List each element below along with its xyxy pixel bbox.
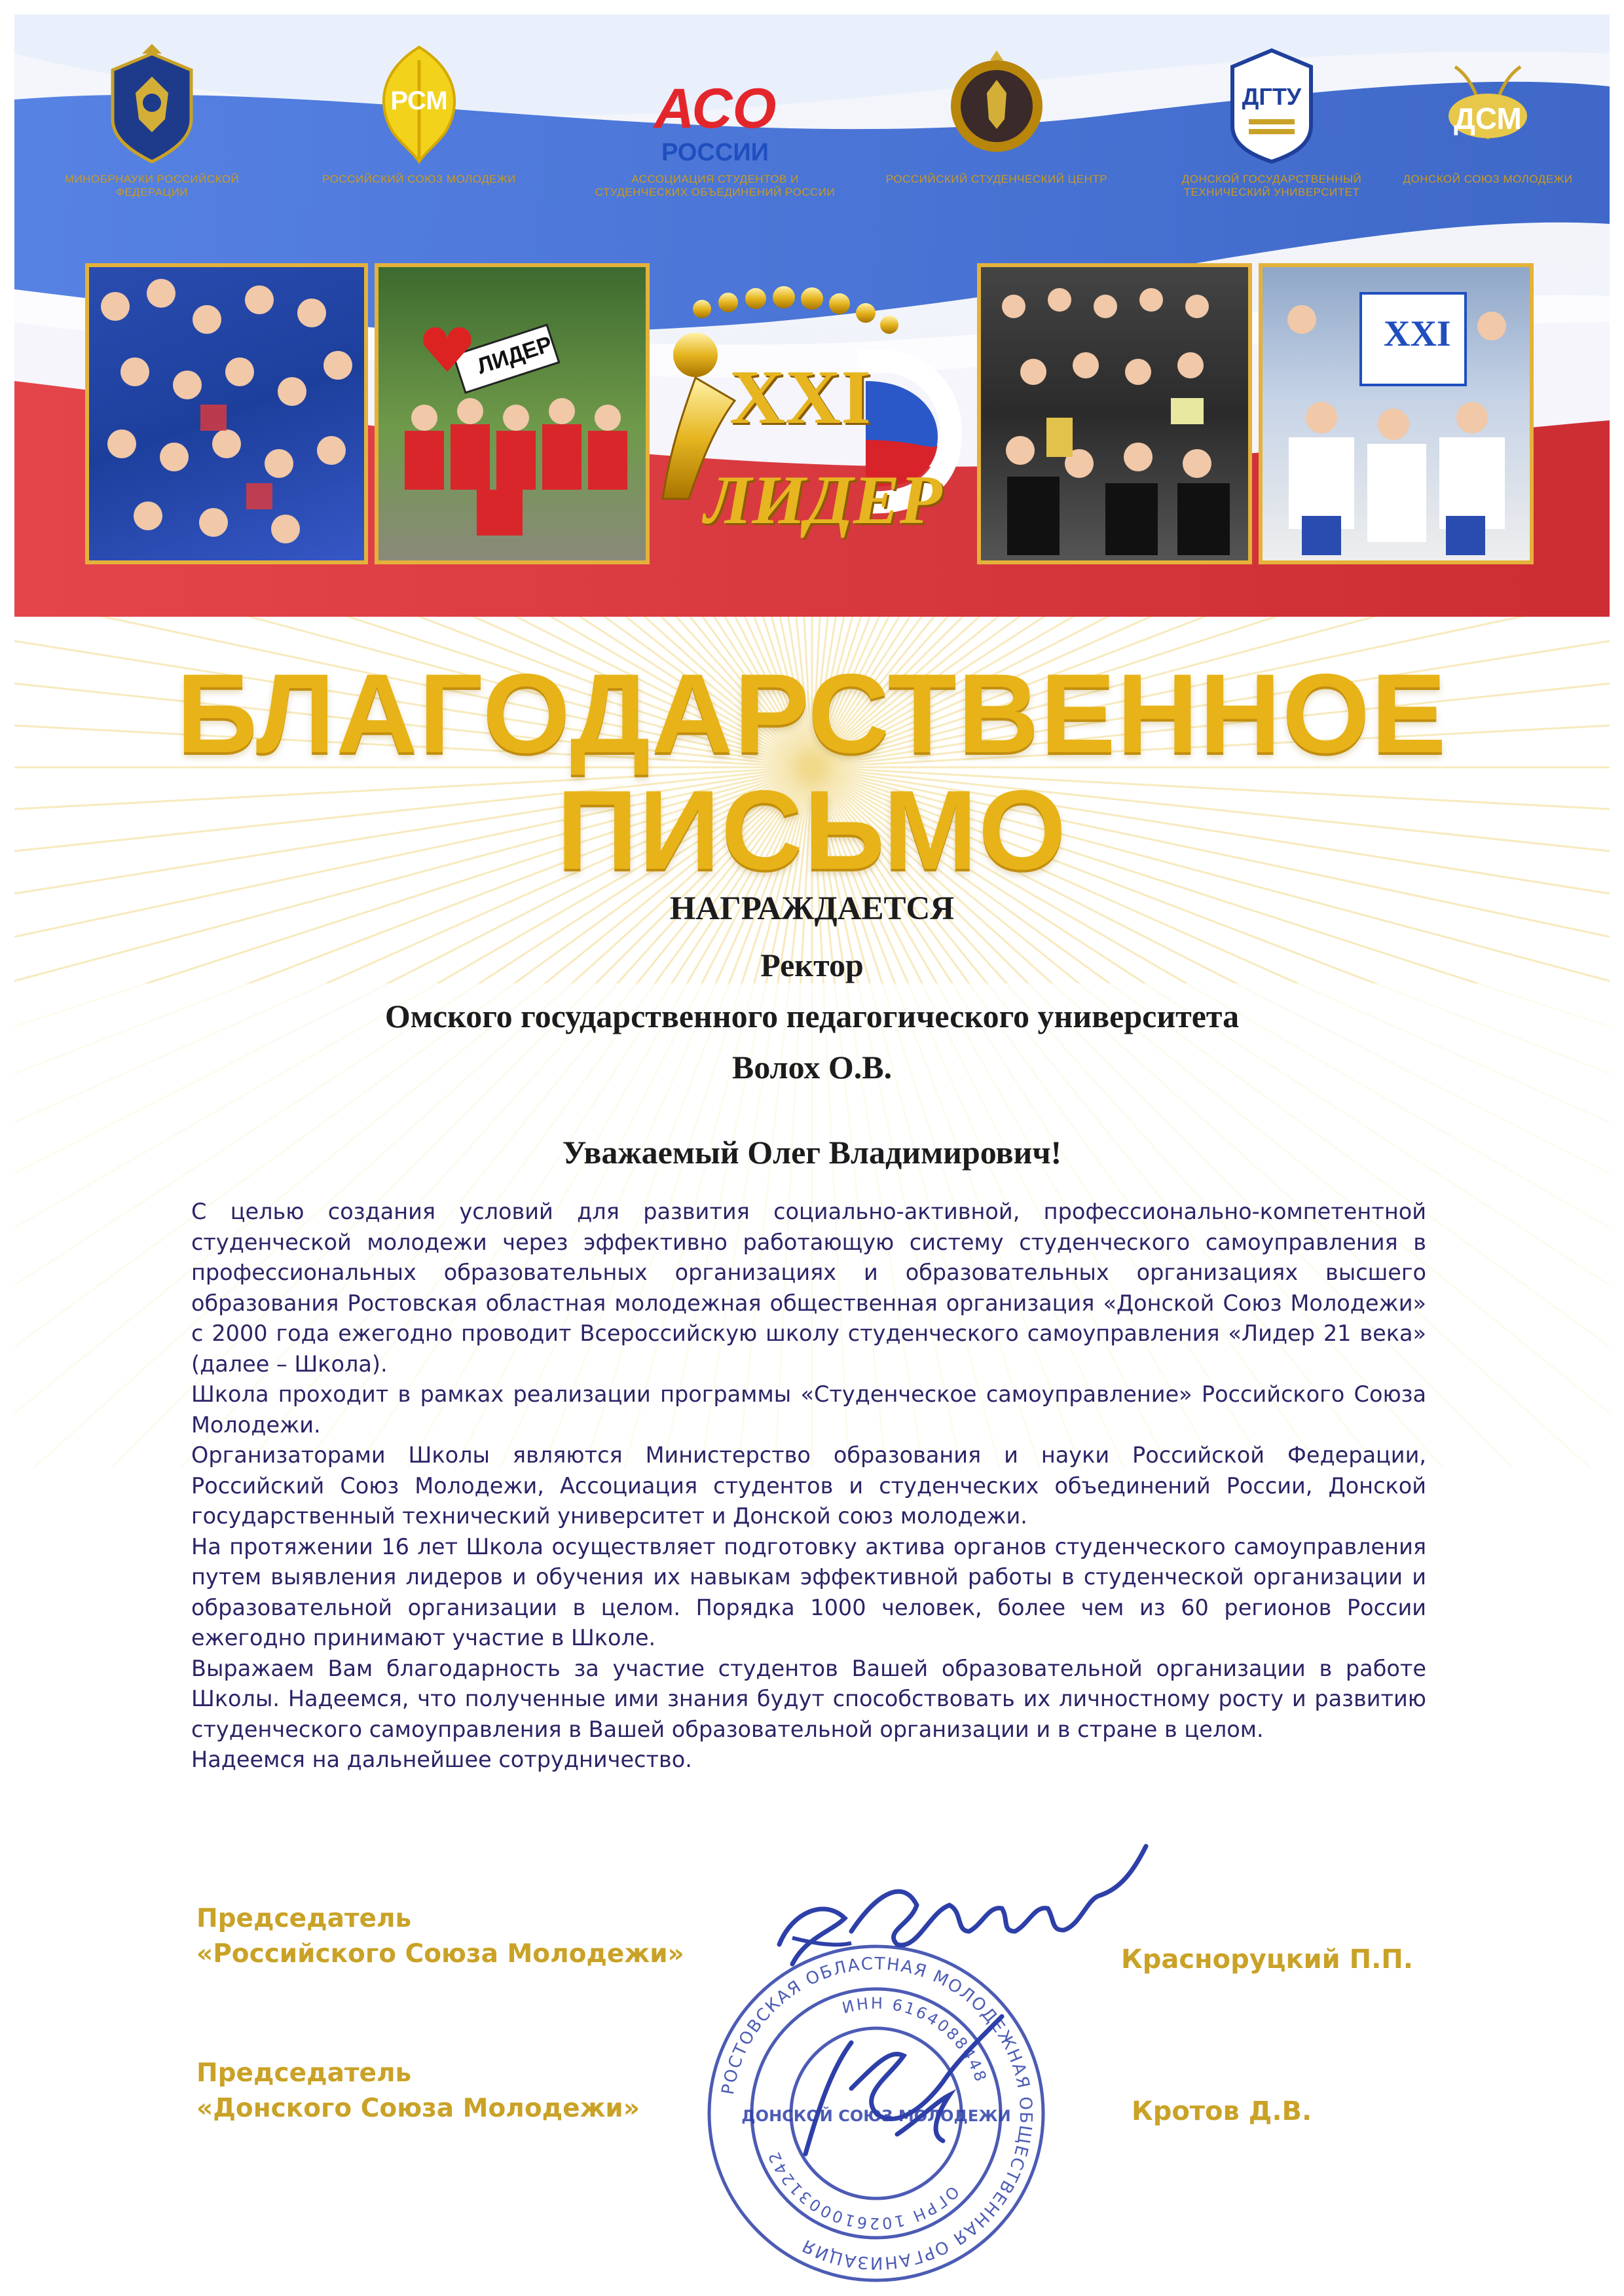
body-paragraph: С целью создания условий для развития социально-активной, профессионально-компетентной студенческой молодежи через эффективно работающую систему студенческого самоуправления в профессиональных образовательных организациях и образовательных организациях высшего образования Ростовская областная молодежная общественная организация «Донской Союз Молодежи» с 2000 года ежегодно проводит Всероссийскую школу студенческого самоуправления «Лидер 21 века» (далее – Школа). — [191, 1199, 1426, 1377]
logo-caption: РОССИЙСКИЙ СОЮЗ МОЛОДЕЖИ — [322, 173, 516, 185]
logo-caption: ДОНСКОЙ СОЮЗ МОЛОДЕЖИ — [1403, 173, 1573, 185]
birch-leaf-icon — [367, 41, 471, 165]
aso-mark-top: АСО — [654, 77, 777, 140]
letter-body — [191, 1197, 1426, 1776]
title-line-1: БЛАГОДАРСТВЕННОЕ — [176, 651, 1448, 776]
laurel-seal-icon — [944, 41, 1049, 165]
stamp-outer-textpath: РОСТОВСКАЯ ОБЛАСТНАЯ МОЛОДЕЖНАЯ ОБЩЕСТВЕННАЯ ОРГАНИЗАЦИЯ — [718, 1954, 1036, 2273]
aso-wordmark-icon — [630, 41, 800, 165]
header-banner — [14, 14, 1610, 617]
eagle-emblem-icon — [100, 41, 204, 165]
logo-caption: АССОЦИАЦИЯ СТУДЕНТОВ И СТУДЕНЧЕСКИХ ОБЪЕДИНЕНИЙ РОССИИ — [595, 173, 836, 198]
body-paragraph: Организаторами Школы являются Министерство образования и науки Российской Федерации, Российский Союз Молодежи, Ассоциация студентов и студенческих объединений России, Донской государственный технический университет и Донской союз молодежи. — [191, 1442, 1426, 1529]
body-paragraph: Выражаем Вам благодарность за участие студентов Вашей образовательной организации в работе Школы. Надеемся, что полученные ими знания будут способствовать их личностному росту и развитию студенческого самоуправления в Вашей образовательной организации и в стране в целом. — [191, 1655, 1426, 1742]
partner-logos — [14, 41, 1610, 263]
photo-group-white — [1259, 263, 1534, 564]
photo-sign-text: ЛИДЕР — [474, 331, 555, 380]
signatory-1-organization: «Российского Союза Молодежи» — [196, 1939, 684, 1969]
signatory-1-role — [196, 1901, 684, 1972]
dsm-wordmark-icon — [1435, 41, 1540, 165]
signatory-2-title: Председатель — [196, 2058, 412, 2088]
photo-group-red — [375, 263, 650, 564]
stamp-inn-textpath: ИНН 6164088448 — [840, 1994, 991, 2086]
signature-krotov — [779, 2003, 1028, 2174]
rsm-mark: РСМ — [390, 86, 448, 115]
logo-caption: МИНОБРНАУКИ РОССИЙСКОЙ ФЕДЕРАЦИИ — [64, 173, 240, 198]
body-paragraph: Надеемся на дальнейшее сотрудничество. — [191, 1747, 692, 1772]
award-organization: Омского государственного педагогического университета — [384, 998, 1240, 1034]
dgtu-mark: ДГТУ — [1242, 83, 1302, 110]
svg-text:XXI: XXI — [1384, 314, 1451, 354]
aso-mark-bottom: РОССИИ — [661, 139, 769, 166]
award-position: Ректор — [760, 947, 864, 983]
signatory-1-title: Председатель — [196, 1904, 412, 1933]
signatory-1-name: Красноруцкий П.П. — [1121, 1944, 1413, 1975]
minobrnauki-logo — [41, 41, 263, 199]
signatory-2-role — [196, 2056, 640, 2126]
photo-crowd-blue — [85, 263, 368, 564]
stamp-center-text: ДОНСКОЙ СОЮЗ МОЛОДЕЖИ — [741, 2107, 1011, 2125]
emblem-lider-text: ЛИДЕР — [704, 462, 942, 538]
signature-krasnorutsky — [753, 1833, 1159, 1990]
dsm-mark: ДСМ — [1454, 101, 1522, 136]
photo-group-suits — [977, 263, 1252, 564]
award-label: НАГРАЖДАЕТСЯ — [669, 890, 955, 927]
logo-caption: ДОНСКОЙ ГОСУДАРСТВЕННЫЙ ТЕХНИЧЕСКИЙ УНИВЕРСИТЕТ — [1181, 173, 1362, 198]
dgtu-logo — [1141, 41, 1403, 199]
emblem-xxi-text: XXI — [729, 354, 872, 440]
rsc-logo — [885, 41, 1108, 186]
logo-caption: РОССИЙСКИЙ СТУДЕНЧЕСКИЙ ЦЕНТР — [885, 173, 1108, 185]
title-line-2: ПИСЬМО — [557, 767, 1067, 893]
aso-logo — [584, 41, 846, 199]
signatory-2-name: Кротов Д.В. — [1132, 2096, 1312, 2126]
body-paragraph: Школа проходит в рамках реализации программы «Студенческое самоуправление» Российского Союза Молодежи. — [191, 1381, 1426, 1438]
rsm-logo — [308, 41, 530, 186]
award-person: Волох О.В. — [731, 1049, 893, 1085]
body-paragraph: На протяжении 16 лет Школа осуществляет подготовку актива органов студенческого самоуправления путем выявления лидеров и обучения их навыкам эффективной работы в студенческой организации и образовательной организации в целом. Порядка 1000 человек, более чем из 60 регионов России ежегодно принимают участие в Школе. — [191, 1533, 1426, 1650]
lider-xxi-emblem — [643, 283, 984, 571]
stamp-ogrn-textpath: ОГРН 1026100031242 — [764, 2147, 963, 2233]
signatory-2-organization: «Донского Союза Молодежи» — [196, 2094, 640, 2123]
university-shield-icon — [1219, 41, 1324, 165]
greeting: Уважаемый Олег Владимирович! — [562, 1134, 1062, 1171]
dsm-logo — [1376, 41, 1599, 186]
